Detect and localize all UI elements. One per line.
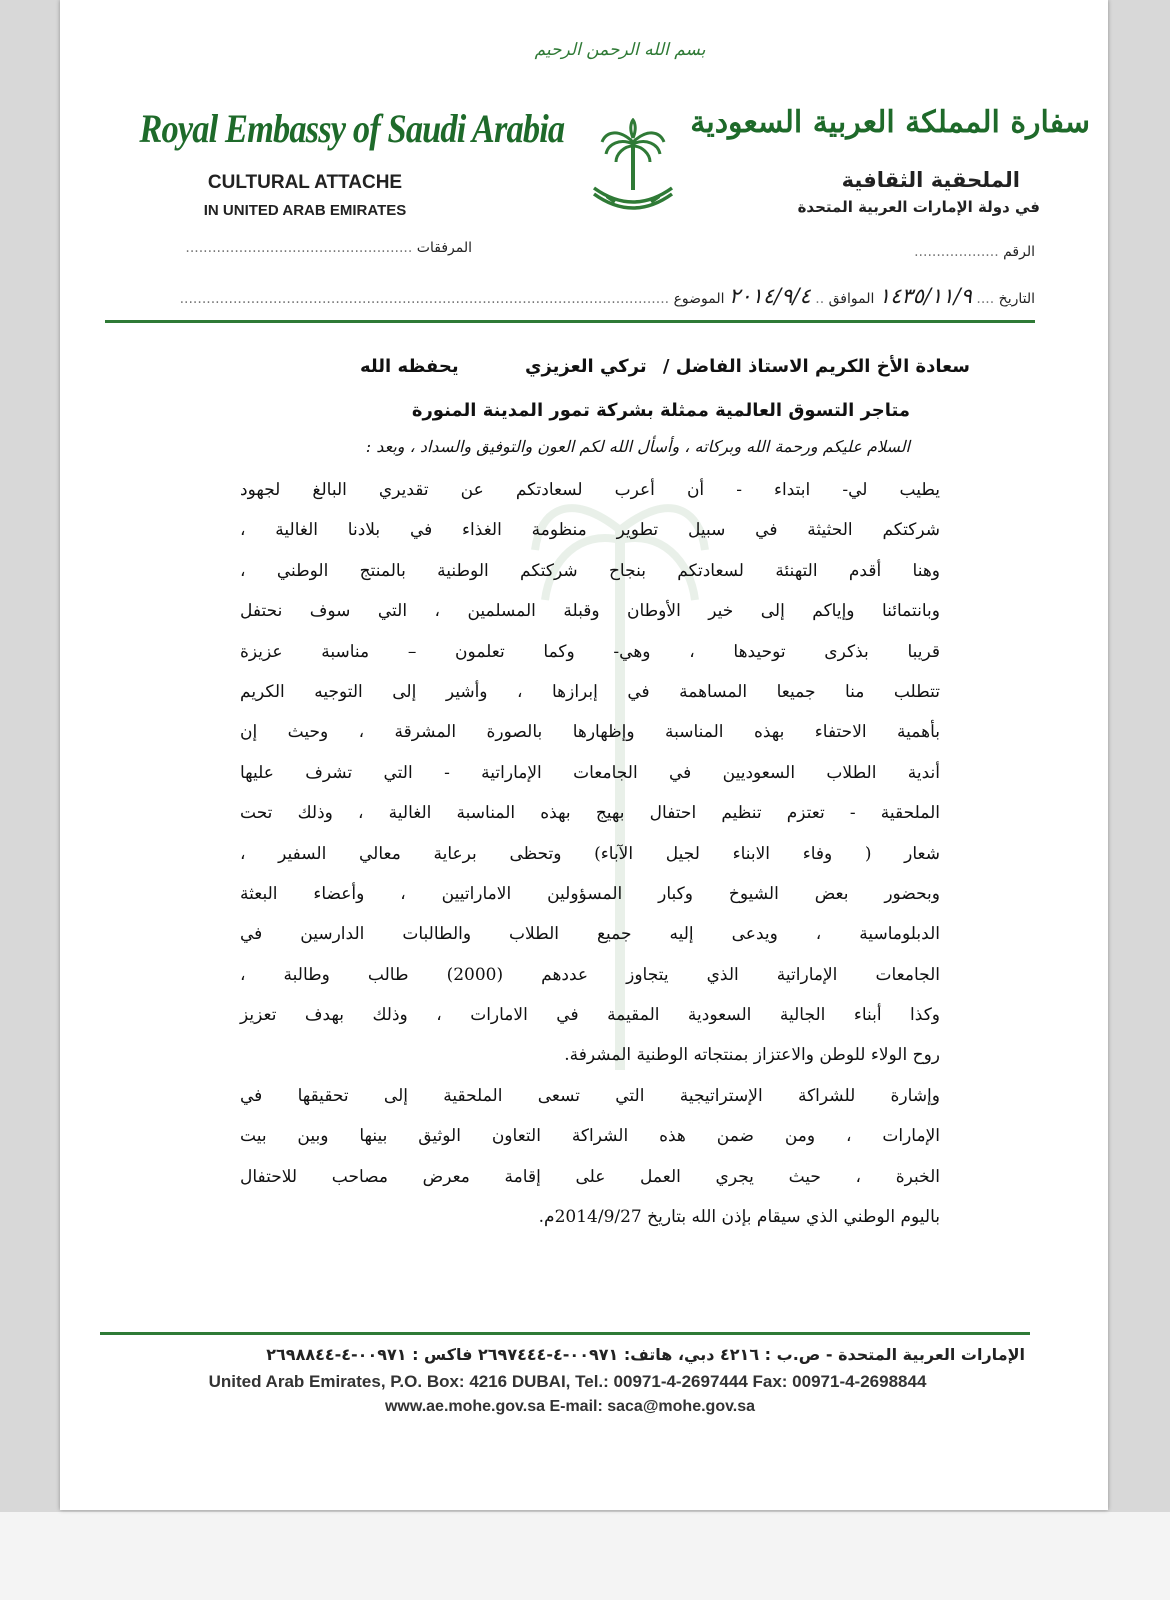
reference-dotted-line: ................... bbox=[914, 244, 999, 260]
attachments-field bbox=[172, 240, 472, 256]
body-line: بأهمية الاحتفاء بهذه المناسبة وإظهارها بالصورة المشرقة ، وحيث إن bbox=[240, 722, 940, 743]
reference-number-field bbox=[890, 244, 1035, 260]
cultural-attache-arabic: الملحقية الثقافية bbox=[841, 168, 1020, 192]
body-line: قريبا بذكرى توحيدها ، وهي- وكما تعلمون – مناسبة عزيزة bbox=[240, 641, 940, 662]
addressee-line bbox=[240, 356, 970, 377]
body-line: شركتكم الحثيثة في سبيل تطوير منظومة الغذاء في بلادنا الغالية ، bbox=[240, 520, 940, 541]
body-line: روح الولاء للوطن والاعتزاز بمنتجاته الوطنية المشرفة. bbox=[564, 1045, 940, 1066]
letter-subject: متاجر التسوق العالمية ممثلة بشركة تمور المدينة المنورة bbox=[411, 400, 910, 421]
palm-and-swords-emblem-icon bbox=[588, 118, 678, 218]
body-line: أندية الطلاب السعوديين في الجامعات الإماراتية - التي تشرف عليها bbox=[240, 762, 940, 783]
reference-label: الرقم bbox=[1003, 244, 1035, 260]
uae-arabic: في دولة الإمارات العربية المتحدة bbox=[797, 198, 1040, 216]
body-line: يطيب لي- ابتداء - أن أعرب لسعادتكم عن تقديري البالغ لجهود bbox=[240, 480, 940, 500]
body-line: الخبرة ، حيث يجري العمل على إقامة معرض مصاحب للاحتفال bbox=[240, 1166, 940, 1187]
date-label: التاريخ bbox=[998, 291, 1035, 307]
attachments-dotted-line: ................................................... bbox=[185, 240, 413, 256]
body-line: وكذا أبناء الجالية السعودية المقيمة في الامارات ، وذلك بهدف تعزيز bbox=[240, 1005, 940, 1026]
body-line: وبحضور بعض الشيوخ وكبار المسؤولين الاماراتيين ، وأعضاء البعثة bbox=[240, 883, 940, 904]
addressee-title: سعادة الأخ الكريم الاستاذ الفاضل / bbox=[662, 356, 970, 377]
addressee-name: تركي العزيزي bbox=[524, 356, 647, 377]
body-line: باليوم الوطني الذي سيقام بإذن الله بتاريخ 2014/9/27م. bbox=[538, 1207, 940, 1228]
embassy-name-english: Royal Embassy of Saudi Arabia bbox=[139, 106, 565, 151]
letter-body bbox=[240, 475, 940, 1242]
body-line: وهنا أقدم التهنئة لسعادتكم بنجاح شركتكم الوطنية بالمنتج الوطني ، bbox=[240, 560, 940, 581]
bismillah-calligraphy: بسم الله الرحمن الرحيم bbox=[534, 40, 706, 60]
letter-greeting: السلام عليكم ورحمة الله وبركاته ، وأسأل الله لكم العون والتوفيق والسداد ، وبعد : bbox=[365, 437, 910, 456]
page-background-band bbox=[0, 1512, 1170, 1600]
uae-english: IN UNITED ARAB EMIRATES bbox=[203, 202, 407, 219]
honorific: يحفظه الله bbox=[360, 356, 459, 377]
attachments-label: المرفقات bbox=[416, 240, 472, 256]
footer-web-email: www.ae.mohe.gov.sa E-mail: saca@mohe.gov.sa bbox=[384, 1398, 756, 1415]
subject-dotted-line: .............................................................................................................. bbox=[179, 291, 670, 307]
body-line: وإشارة للشراكة الإستراتيجية التي تسعى الملحقية إلى تحقيقها في bbox=[240, 1085, 940, 1106]
footer-divider bbox=[100, 1332, 1030, 1335]
body-line: الملحقية - تعتزم تنظيم احتفال بهيج بهذه المناسبة الغالية ، وذلك تحت bbox=[240, 803, 940, 824]
embassy-name-arabic: سفارة المملكة العربية السعودية bbox=[690, 105, 1090, 140]
body-line: شعار ( وفاء الابناء لجيل الآباء) وتحظى برعاية معالي السفير ، bbox=[240, 843, 940, 864]
cultural-attache-english: CULTURAL ATTACHE bbox=[207, 172, 403, 193]
letter-sheet bbox=[60, 0, 1108, 1510]
body-line: الجامعات الإماراتية الذي يتجاوز عددهم (2000) طالب وطالبة ، bbox=[240, 964, 940, 985]
body-line: تتطلب منا جميعا المساهمة في إبرازها ، وأشير إلى التوجيه الكريم bbox=[240, 681, 940, 702]
hijri-date-handwritten: ١٤٣٥/١١/٩ bbox=[878, 284, 972, 308]
body-line: الإمارات ، ومن ضمن هذه الشراكة التعاون الوثيق بينها وبين بيت bbox=[240, 1126, 940, 1147]
footer-address-arabic: الإمارات العربية المتحدة - ص.ب : ٤٢١٦ دبي، هاتف: ٠٠٩٧١-٤-٢٦٩٧٤٤٤ فاكس : ٠٠٩٧١-٤-٢٦٩٨٨٤٤ bbox=[266, 1345, 1025, 1364]
footer-address-english: United Arab Emirates, P.O. Box: 4216 DUBAI, Tel.: 00971-4-2697444 Fax: 00971-4-2698844 bbox=[208, 1372, 927, 1391]
body-line: وبانتمائنا وإياكم إلى خير الأوطان وقبلة المسلمين ، التي سوف نحتفل bbox=[240, 601, 940, 622]
body-line: الدبلوماسية ، ويدعى إليه جميع الطلاب والطالبات الدارسين في bbox=[240, 924, 940, 945]
header-divider bbox=[105, 320, 1035, 323]
gregorian-date-handwritten: ٢٠١٤/٩/٤ bbox=[728, 284, 811, 308]
date-subject-row: التاريخ .... ١٤٣٥/١١/٩ الموافق .. ٢٠١٤/٩/٤ الموضوع .............................................................................................................. bbox=[179, 284, 1035, 308]
corresponding-label: الموافق bbox=[828, 291, 875, 307]
subject-label: الموضوع bbox=[673, 291, 725, 307]
